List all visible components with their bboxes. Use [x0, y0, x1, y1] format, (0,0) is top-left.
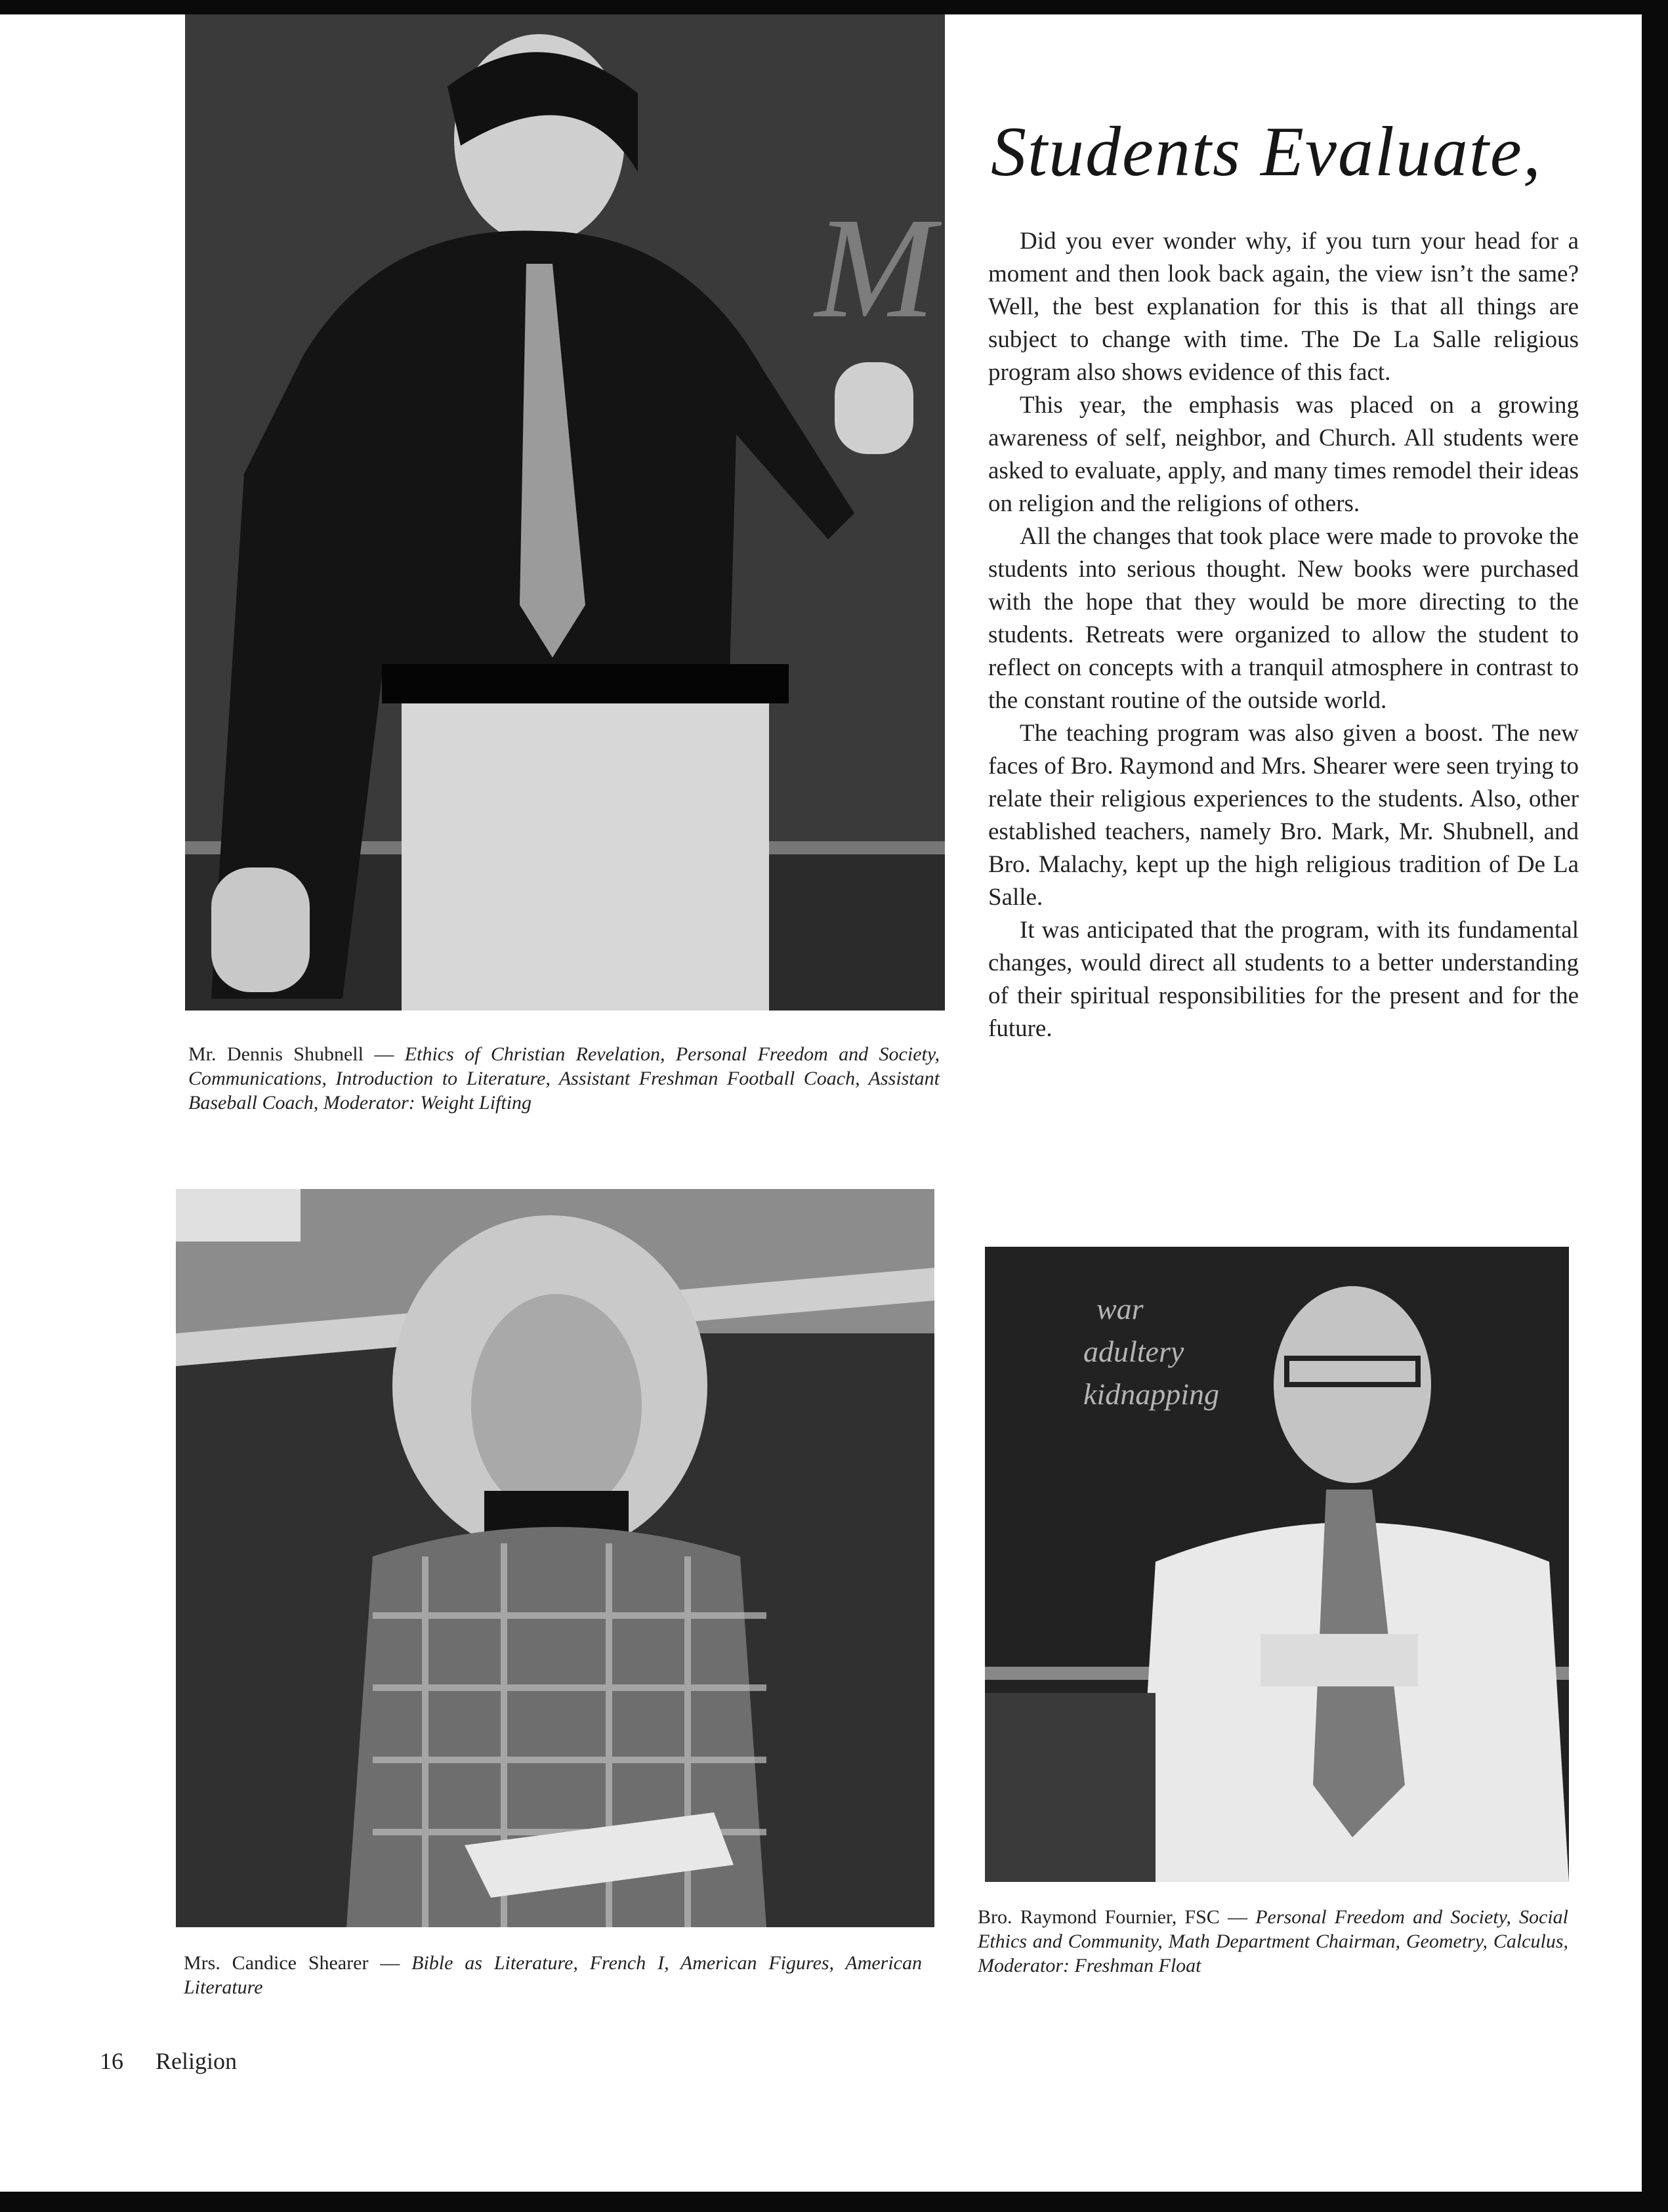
caption-shearer	[184, 1951, 922, 1999]
chalkboard-word: war	[1096, 1292, 1144, 1325]
caption-roles: Ethics of Christian Revelation, Personal Freedom and Society, Communications, Introduction to Literature, Assistant Freshman Football Coach, Assistant Baseball Coach, Moderator: Weight Lifting	[188, 1043, 940, 1114]
photo-shubnell	[185, 14, 945, 1011]
chalkboard-word: kidnapping	[1083, 1377, 1219, 1411]
caption-name: Bro. Raymond Fournier, FSC —	[978, 1906, 1247, 1928]
caption-roles: Bible as Literature, French I, American Figures, American Literature	[184, 1952, 922, 1998]
scan-border-right	[1642, 0, 1668, 2212]
article-paragraph: The teaching program was also given a boost. The new faces of Bro. Raymond and Mrs. Shearer were seen trying to relate their religious experiences to the students. Also, other established teachers, namely Bro. Mark, Mr. Shubnell, and Bro. Malachy, kept up the high religious tradition of De La Salle.	[988, 720, 1579, 911]
article-paragraph: This year, the emphasis was placed on a growing awareness of self, neighbor, and Church. All students were asked to evaluate, apply, and many times remodel their ideas on religion and the religions of others.	[988, 392, 1579, 517]
chalkboard-word: adultery	[1083, 1335, 1184, 1368]
photo-fournier	[985, 1247, 1569, 1882]
section-label: Religion	[156, 2048, 237, 2074]
scan-border-top	[0, 0, 1668, 14]
page-number: 16	[100, 2048, 123, 2074]
article-paragraph: Did you ever wonder why, if you turn your head for a moment and then look back again, the view isn’t the same? Well, the best explanation for this is that all things are subject to change with time. The De La Salle religious program also shows evidence of this fact.	[988, 228, 1579, 386]
page-footer	[100, 2047, 263, 2075]
article-paragraph: All the changes that took place were made to provoke the students into serious thought. New books were purchased with the hope that they would be more directing to the students. Retreats were organized to allow the student to reflect on concepts with a tranquil atmosphere in contrast to the constant routine of the outside world.	[988, 523, 1579, 714]
caption-shubnell	[188, 1042, 940, 1115]
article-body	[988, 225, 1579, 1045]
scan-border-bottom	[0, 2192, 1668, 2212]
article-paragraph: It was anticipated that the program, with its fundamental changes, would direct all students to a better understanding of their spiritual responsibilities for the present and for the future.	[988, 917, 1579, 1042]
caption-name: Mrs. Candice Shearer —	[184, 1952, 400, 1974]
chalkboard-writing: M	[815, 188, 936, 348]
photo-shearer	[176, 1189, 934, 1927]
caption-name: Mr. Dennis Shubnell —	[188, 1043, 394, 1065]
article-title: Students Evaluate,	[991, 113, 1542, 191]
caption-roles: Personal Freedom and Society, Social Ethics and Community, Math Department Chairman, Geometry, Calculus, Moderator: Freshman Float	[978, 1906, 1569, 1976]
caption-fournier	[978, 1905, 1568, 1978]
